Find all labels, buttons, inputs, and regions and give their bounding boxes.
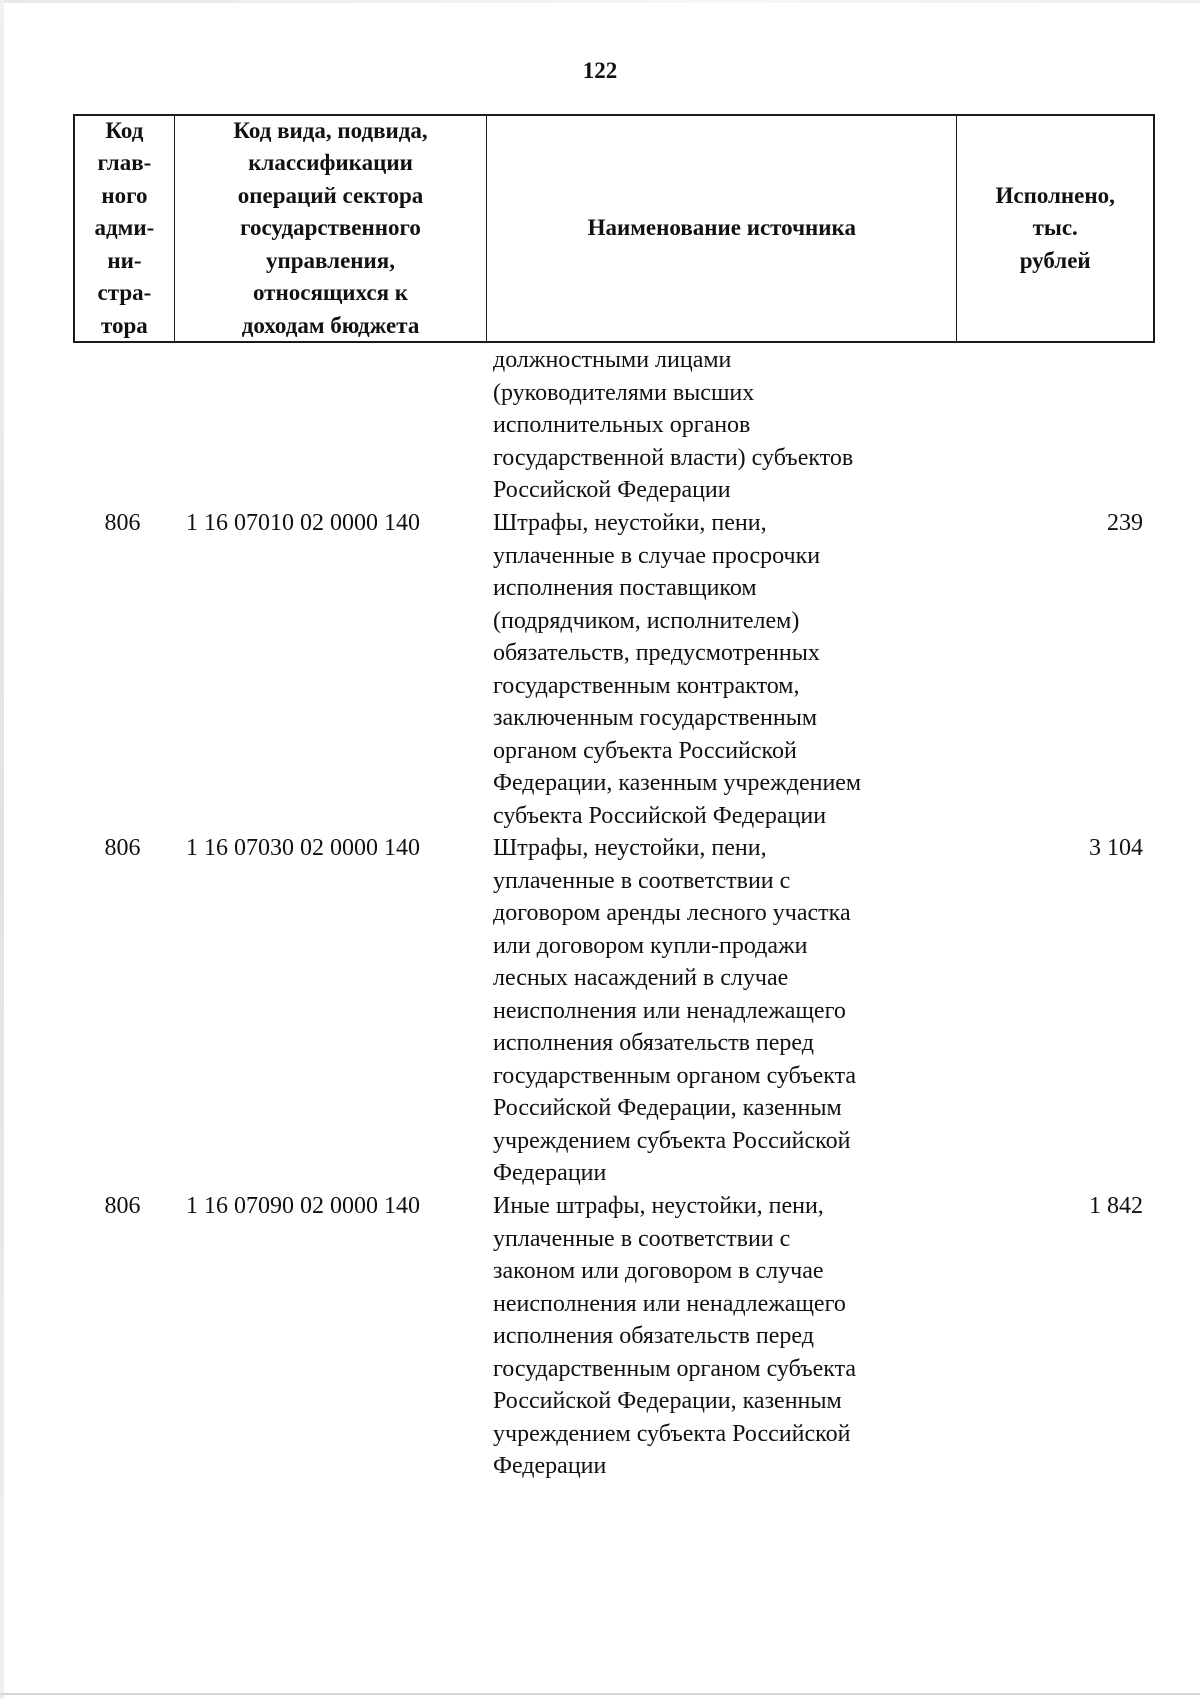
row-source-name: Штрафы, неустойки, пени, уплаченные в случае просрочки исполнения поставщиком (подрядчиком, исполнителем) обязательств, предусмотренных государственным контрактом, заключенным государственным органом субъекта Российской Федерации, казенным учреждением субъекта Российской Федерации — [493, 510, 862, 829]
page-number: 122 — [582, 58, 618, 83]
row-admin-code: 806 — [104, 510, 141, 536]
row-type-code: 1 16 07030 02 0000 140 — [186, 835, 420, 861]
row-amount: 1 842 — [1089, 1193, 1143, 1219]
row-type-code: 1 16 07010 02 0000 140 — [186, 510, 420, 536]
header-source-name: Наименование источника — [486, 116, 956, 341]
row-type-code: 1 16 07090 02 0000 140 — [186, 1193, 420, 1219]
row-amount: 3 104 — [1089, 835, 1143, 861]
continuation-name: должностными лицами (руководителями высших исполнительных органов государственной власти) субъектов Российской Федерации — [493, 347, 854, 503]
row-admin-code: 806 — [104, 1193, 141, 1219]
row-admin-code: 806 — [104, 835, 141, 861]
row-source-name: Штрафы, неустойки, пени, уплаченные в соответствии с договором аренды лесного участка или договором купли-продажи лесных насаждений в случае неисполнения или ненадлежащего исполнения обязательств перед государственным органом субъекта Российской Федерации, казенным учреждением субъекта Российской Федерации — [493, 835, 857, 1186]
header-executed: Исполнено, тыс. рублей — [956, 116, 1153, 341]
scan-edge-bottom — [0, 1693, 1200, 1695]
header-admin-code: Код глав- ного адми- ни- стра- тора — [94, 117, 155, 338]
row-source-name: Иные штрафы, неустойки, пени, уплаченные в соответствии с законом или договором в случае неисполнения или ненадлежащего исполнения обязательств перед государственным органом субъекта Российской Федерации, казенным учреждением субъекта Российской Федерации — [493, 1193, 857, 1479]
scan-edge-top — [0, 0, 1200, 3]
table-header — [73, 114, 1155, 343]
header-type-code: Код вида, подвида, классификации операций сектора государственного управления, относящихся к доходам бюджета — [174, 116, 486, 341]
scan-edge-left — [0, 0, 4, 1699]
row-amount: 239 — [1107, 510, 1143, 536]
